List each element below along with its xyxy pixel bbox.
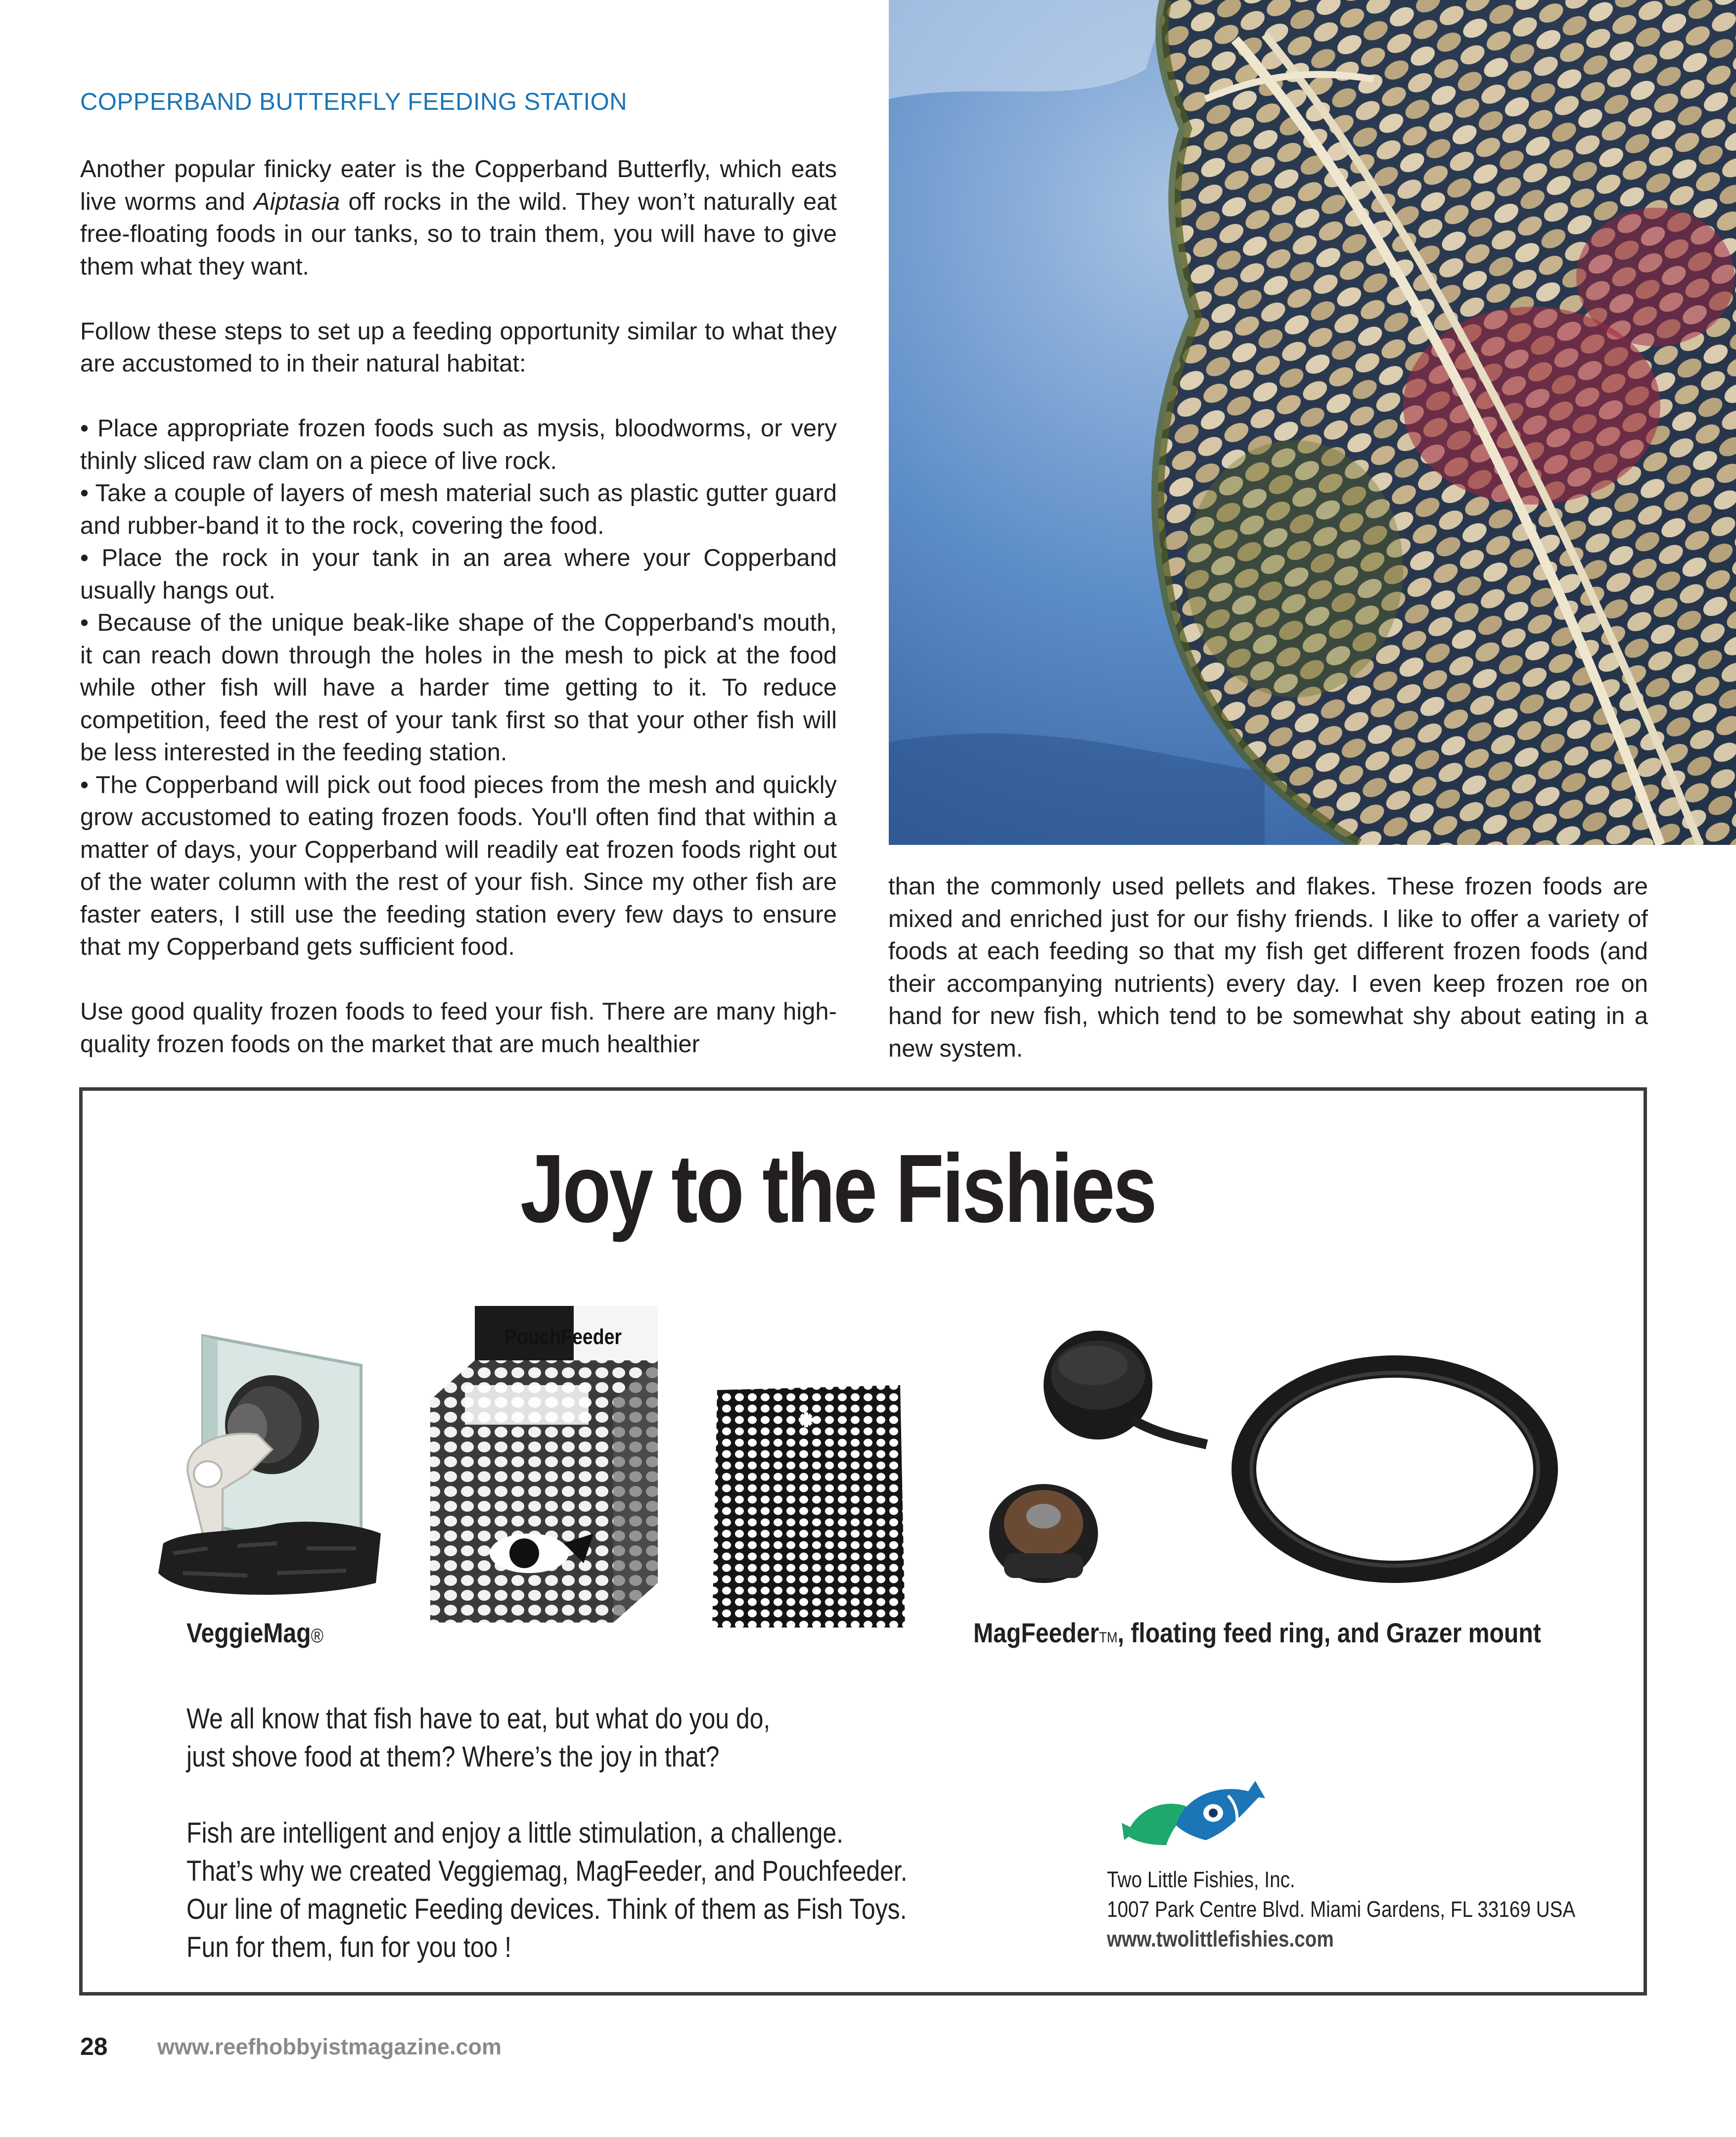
company-info (1107, 1865, 1575, 1954)
steps-intro-paragraph: Follow these steps to set up a feeding opportunity similar to what they are accustomed to in their natural habitat: (80, 318, 837, 377)
step-item-3: • Place the rock in your tank in an area where your Copperband usually hangs out. (80, 545, 837, 604)
magfeeder-label: MagFeederTM, floating feed ring, and Grazer mount (973, 1617, 1541, 1648)
article-left-column (80, 153, 837, 1061)
ad-title: Joy to the Fishies (520, 1134, 1155, 1243)
company-name: Two Little Fishies, Inc. (1107, 1867, 1295, 1892)
section-heading: COPPERBAND BUTTERFLY FEEDING STATION (80, 89, 628, 115)
ad-copy-line: We all know that fish have to eat, but what do you do, (186, 1703, 771, 1735)
ad-copy-line: just shove food at them? Where’s the joy in that? (186, 1741, 720, 1773)
ad-copy-line: Fun for them, fun for you too ! (186, 1931, 512, 1963)
pouchfeeder-mesh-image (707, 1380, 910, 1632)
company-url-link[interactable]: www.twolittlefishies.com (1107, 1926, 1334, 1951)
feeding-station-photo (889, 0, 1736, 845)
ad-copy (186, 1700, 908, 1966)
intro-paragraph: Another popular finicky eater is the Copperband Butterfly, which eats live worms and Aiptasia off rocks in the wild. They won’t naturally eat free-floating foods in our tanks, so to train them, you will have to give them what they want. (80, 156, 837, 280)
closing-paragraph-end: than the commonly used pellets and flakes. These frozen foods are mixed and enriched just for our fishy friends. I like to offer a variety of foods at each feeding so that my fish get different frozen foods (and their accompanying nutrients) every day. I even keep frozen roe on hand for new fish, which tend to be somewhat shy about eating in a new system. (888, 873, 1648, 1062)
closing-paragraph-start: Use good quality frozen foods to feed your fish. There are many high-quality frozen foods on the market that are much healthier (80, 998, 837, 1058)
footer-website-link[interactable]: www.reefhobbyistmagazine.com (157, 2034, 502, 2059)
step-item-2: • Take a couple of layers of mesh material such as plastic gutter guard and rubber-band it to the rock, covering the food. (80, 480, 837, 539)
pouchfeeder-box-image (425, 1306, 673, 1632)
step-item-5: • The Copperband will pick out food pieces from the mesh and quickly grow accustomed to eating frozen foods. You'll often find that within a matter of days, your Copperband will readily eat frozen foods right out of the water column with the rest of your fish. Since my other fish are faster eaters, I still use the feeding station every few days to ensure that my Copperband gets sufficient food. (80, 771, 837, 960)
page-number: 28 (80, 2033, 108, 2060)
ad-copy-line: Fish are intelligent and enjoy a little stimulation, a challenge. (186, 1817, 844, 1849)
pouchfeeder-box-label: PouchFeeder (504, 1325, 622, 1349)
two-little-fishies-logo (1117, 1776, 1275, 1850)
step-item-4: • Because of the unique beak-like shape of the Copperband's mouth, it can reach down through the holes in the mesh to pick at the food while other fish will have a harder time getting to it. To reduce competition, feed the rest of your tank first so that your other fish will be less interested in the feeding station. (80, 609, 837, 766)
veggiemag-product-image (148, 1326, 386, 1603)
aiptasia-italic: Aiptasia (253, 188, 340, 215)
veggiemag-label: VeggieMag® (186, 1617, 323, 1648)
company-address: 1007 Park Centre Blvd. Miami Gardens, FL 33169 USA (1107, 1897, 1576, 1922)
article-right-column (888, 871, 1648, 1065)
step-item-1: • Place appropriate frozen foods such as mysis, bloodworms, or very thinly sliced raw clam on a piece of live rock. (80, 415, 837, 474)
magfeeder-ring-image (969, 1326, 1612, 1632)
ad-copy-line: That’s why we created Veggiemag, MagFeeder, and Pouchfeeder. (186, 1855, 908, 1887)
ad-copy-line: Our line of magnetic Feeding devices. Think of them as Fish Toys. (186, 1893, 907, 1925)
